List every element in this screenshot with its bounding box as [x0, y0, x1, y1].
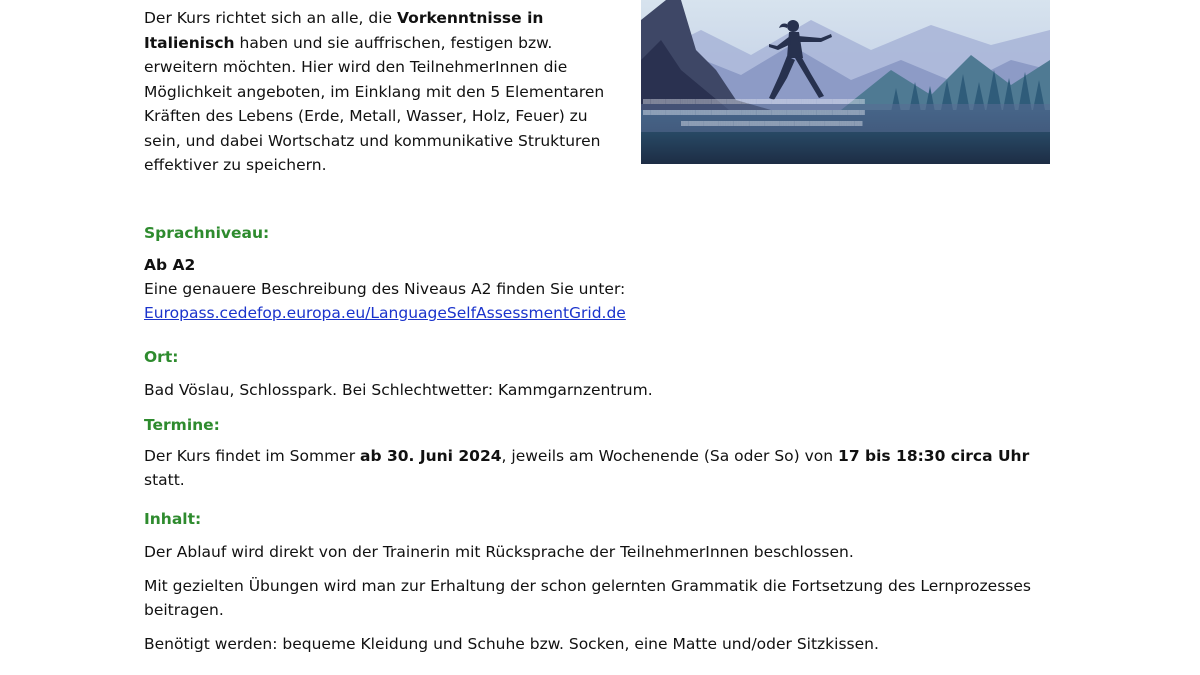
termine-time: 17 bis 18:30 circa Uhr: [838, 447, 1030, 465]
intro-text-2: haben und sie auffrischen, festigen bzw. erweitern möchten. Hier wird den TeilnehmerInnen die Möglichkeit angeboten, im Einklang mit den 5 Elementaren Kräften des Lebens (Erde, Metall, Wasser, Holz, Feuer) zu sein, und dabei Wortschatz und kommunikative Strukturen effektiver zu speichern.: [144, 33, 605, 174]
heading-ort: Ort:: [144, 348, 179, 366]
intro-bold: Vorkenntnisse in Italienisch: [144, 9, 544, 52]
intro-paragraph: [144, 6, 624, 178]
heading-inhalt: Inhalt:: [144, 510, 202, 528]
europass-link[interactable]: Europass.cedefop.europa.eu/LanguageSelfAssessmentGrid.de: [144, 304, 626, 322]
heading-termine: Termine:: [144, 416, 220, 434]
ort-text: Bad Vöslau, Schlosspark. Bei Schlechtwetter: Kammgarnzentrum.: [144, 381, 653, 399]
heading-sprachniveau: Sprachniveau:: [144, 224, 270, 242]
svg-text:▒▒▒▒▒▒▒▒▒▒▒▒▒▒▒▒▒▒▒▒▒▒▒▒▒▒▒▒▒▒: ▒▒▒▒▒▒▒▒▒▒▒▒▒▒▒▒▒▒▒▒▒▒▒▒▒▒▒▒▒▒▒▒▒▒▒▒▒▒▒▒▒▒▒▒▒▒▒▒▒▒▒▒▒▒▒▒▒▒▒▒▒▒▒▒▒▒▒▒▒▒▒▒▒▒▒▒▒▒▒▒▒▒▒▒▒▒▒▒: [643, 110, 865, 115]
section-ort: [144, 346, 1064, 402]
intro-text-1: Der Kurs richtet sich an alle, die: [144, 9, 398, 27]
termine-text: Der Kurs findet im Sommer ab 30. Juni 2024, jeweils am Wochenende (Sa oder So) von 17 bis 18:30 circa Uhr statt.: [144, 447, 1030, 489]
tai-chi-landscape-image: [641, 0, 1050, 164]
level-value: Ab A2: [144, 256, 196, 274]
section-inhalt: [144, 508, 1064, 656]
inhalt-paragraph-1: Der Ablauf wird direkt von der Trainerin mit Rücksprache der TeilnehmerInnen beschlossen.: [144, 543, 854, 561]
inhalt-paragraph-2: Mit gezielten Übungen wird man zur Erhaltung der schon gelernten Grammatik die Fortsetzung des Lernprozesses beitragen.: [144, 577, 1031, 619]
mountain-landscape-icon: [641, 0, 1050, 164]
level-description: Eine genauere Beschreibung des Niveaus A2 finden Sie unter:: [144, 280, 626, 298]
section-sprachniveau: [144, 222, 1064, 325]
svg-text:▒▒▒▒▒▒▒▒▒▒▒▒▒▒▒▒▒▒▒▒▒▒▒▒▒▒▒▒▒▒: ▒▒▒▒▒▒▒▒▒▒▒▒▒▒▒▒▒▒▒▒▒▒▒▒▒▒▒▒▒▒▒▒▒▒▒▒▒▒▒▒▒▒▒▒▒▒▒▒▒▒▒▒▒▒▒▒▒▒▒▒▒▒▒▒▒▒▒▒▒▒▒▒: [681, 121, 863, 126]
image-watermark: ▒▒▒▒▒▒▒▒▒▒▒▒▒▒▒▒▒▒▒▒▒▒▒▒▒▒▒▒▒▒▒▒▒▒▒▒▒▒▒▒▒▒▒▒▒▒▒▒▒▒▒▒▒▒▒▒▒▒▒▒▒▒▒▒▒▒▒▒▒▒▒▒▒▒▒▒▒▒▒▒▒▒▒▒▒▒▒▒: [643, 99, 865, 104]
section-termine: [144, 414, 1064, 492]
inhalt-paragraph-3: Benötigt werden: bequeme Kleidung und Schuhe bzw. Socken, eine Matte und/oder Sitzkissen.: [144, 635, 879, 653]
termine-start-date: ab 30. Juni 2024: [360, 447, 502, 465]
